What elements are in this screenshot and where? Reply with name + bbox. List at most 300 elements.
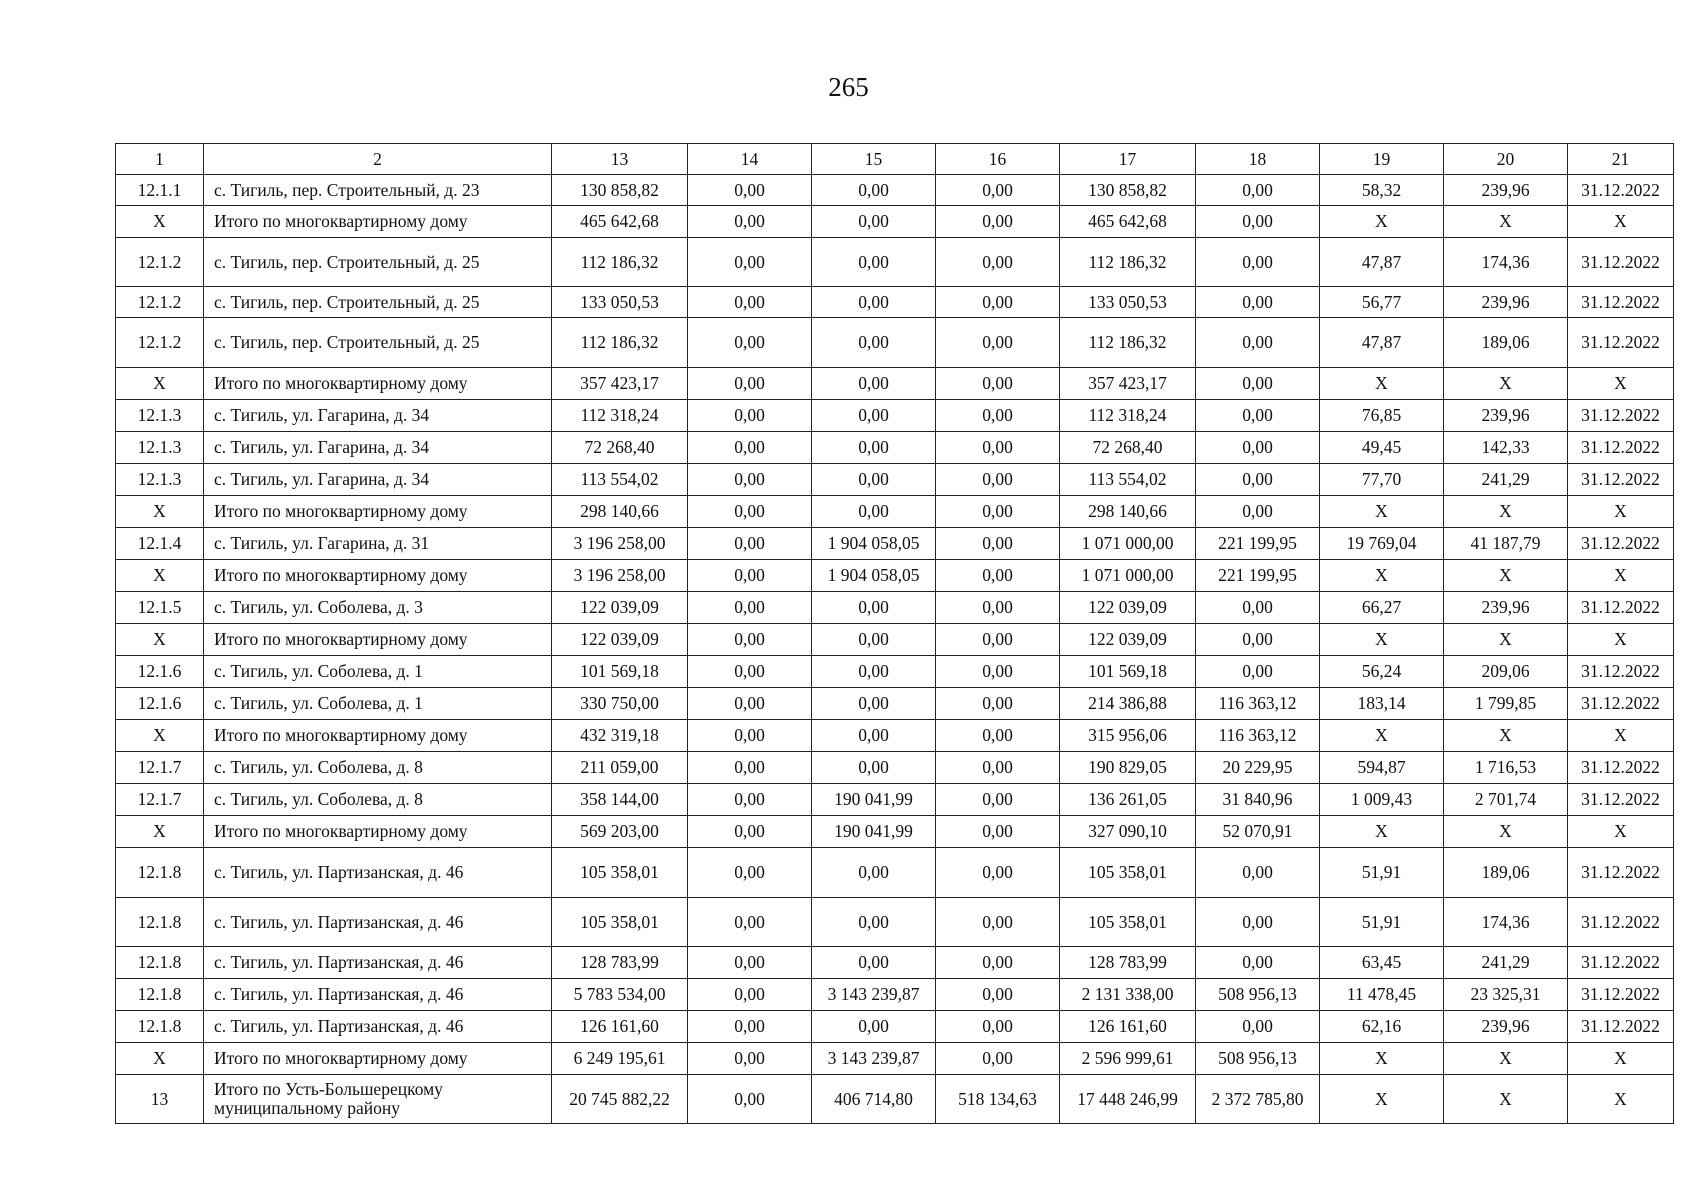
cell-total-cost: 465 642,68 — [552, 206, 688, 238]
cell-completion-date: 31.12.2022 — [1568, 318, 1674, 368]
cell-limit-cost-per-m2: Х — [1444, 624, 1568, 656]
cell-fund-source-1: 0,00 — [688, 287, 812, 318]
cell-fund-source-3: 518 134,63 — [936, 1075, 1060, 1124]
cell-fund-source-5: 221 199,95 — [1196, 528, 1320, 560]
cell-fund-source-5: 221 199,95 — [1196, 560, 1320, 592]
cell-fund-source-1: 0,00 — [688, 318, 812, 368]
cell-fund-source-1: 0,00 — [688, 1011, 812, 1043]
cell-address: с. Тигиль, ул. Соболева, д. 1 — [204, 656, 552, 688]
cell-row-number: Х — [116, 720, 204, 752]
cell-row-number: Х — [116, 1043, 204, 1075]
cell-total-cost: 105 358,01 — [552, 848, 688, 898]
cell-fund-source-5: 0,00 — [1196, 848, 1320, 898]
cell-fund-source-3: 0,00 — [936, 400, 1060, 432]
table-row — [116, 624, 1674, 656]
table-row — [116, 784, 1674, 816]
cell-fund-source-4: 17 448 246,99 — [1060, 1075, 1196, 1124]
cell-fund-source-4: 133 050,53 — [1060, 287, 1196, 318]
header-row — [116, 144, 1674, 175]
cell-fund-source-4: 72 268,40 — [1060, 432, 1196, 464]
cell-limit-cost-per-m2: Х — [1444, 560, 1568, 592]
cell-completion-date: 31.12.2022 — [1568, 432, 1674, 464]
cell-total-cost: 569 203,00 — [552, 816, 688, 848]
table-row — [116, 1043, 1674, 1075]
cell-fund-source-5: 0,00 — [1196, 592, 1320, 624]
cell-fund-source-2: 1 904 058,05 — [812, 528, 936, 560]
table-row — [116, 752, 1674, 784]
cell-completion-date: 31.12.2022 — [1568, 688, 1674, 720]
cell-address: с. Тигиль, ул. Партизанская, д. 46 — [204, 848, 552, 898]
header-cell: 2 — [204, 144, 552, 175]
cell-row-number: 12.1.6 — [116, 688, 204, 720]
cell-total-cost: 6 249 195,61 — [552, 1043, 688, 1075]
cell-address: с. Тигиль, пер. Строительный, д. 25 — [204, 287, 552, 318]
cell-unit-cost-per-m2: 77,70 — [1320, 464, 1444, 496]
cell-fund-source-2: 0,00 — [812, 496, 936, 528]
cell-row-number: 12.1.1 — [116, 175, 204, 206]
table-row — [116, 206, 1674, 238]
cell-total-cost: 298 140,66 — [552, 496, 688, 528]
cell-total-cost: 101 569,18 — [552, 656, 688, 688]
cell-fund-source-5: 508 956,13 — [1196, 1043, 1320, 1075]
cell-fund-source-1: 0,00 — [688, 175, 812, 206]
cell-limit-cost-per-m2: 1 799,85 — [1444, 688, 1568, 720]
cell-fund-source-2: 0,00 — [812, 624, 936, 656]
cell-limit-cost-per-m2: 239,96 — [1444, 287, 1568, 318]
cell-fund-source-3: 0,00 — [936, 464, 1060, 496]
cell-fund-source-3: 0,00 — [936, 784, 1060, 816]
cell-completion-date: 31.12.2022 — [1568, 848, 1674, 898]
table-row — [116, 496, 1674, 528]
cell-unit-cost-per-m2: Х — [1320, 206, 1444, 238]
cell-unit-cost-per-m2: 49,45 — [1320, 432, 1444, 464]
cell-fund-source-3: 0,00 — [936, 368, 1060, 400]
cell-row-number: 12.1.8 — [116, 979, 204, 1011]
cell-fund-source-2: 3 143 239,87 — [812, 979, 936, 1011]
cell-limit-cost-per-m2: 23 325,31 — [1444, 979, 1568, 1011]
cell-row-number: 12.1.7 — [116, 752, 204, 784]
cell-fund-source-2: 0,00 — [812, 688, 936, 720]
cell-address: с. Тигиль, пер. Строительный, д. 23 — [204, 175, 552, 206]
cell-completion-date: 31.12.2022 — [1568, 979, 1674, 1011]
cell-fund-source-1: 0,00 — [688, 592, 812, 624]
cell-fund-source-4: 1 071 000,00 — [1060, 528, 1196, 560]
cell-total-cost: 126 161,60 — [552, 1011, 688, 1043]
cell-fund-source-2: 0,00 — [812, 432, 936, 464]
cell-fund-source-3: 0,00 — [936, 287, 1060, 318]
cell-total-cost: 112 318,24 — [552, 400, 688, 432]
cell-row-number: 12.1.2 — [116, 238, 204, 287]
cell-fund-source-5: 52 070,91 — [1196, 816, 1320, 848]
cell-fund-source-3: 0,00 — [936, 496, 1060, 528]
header-cell: 21 — [1568, 144, 1674, 175]
cell-fund-source-4: 136 261,05 — [1060, 784, 1196, 816]
cell-fund-source-4: 214 386,88 — [1060, 688, 1196, 720]
cell-fund-source-1: 0,00 — [688, 898, 812, 947]
cell-fund-source-2: 1 904 058,05 — [812, 560, 936, 592]
header-cell: 19 — [1320, 144, 1444, 175]
table-row — [116, 656, 1674, 688]
cell-limit-cost-per-m2: 239,96 — [1444, 1011, 1568, 1043]
table-row — [116, 560, 1674, 592]
cell-row-number: Х — [116, 560, 204, 592]
header-cell: 20 — [1444, 144, 1568, 175]
header-cell: 17 — [1060, 144, 1196, 175]
cell-completion-date: Х — [1568, 1075, 1674, 1124]
cell-unit-cost-per-m2: 594,87 — [1320, 752, 1444, 784]
cell-unit-cost-per-m2: 47,87 — [1320, 318, 1444, 368]
cell-limit-cost-per-m2: 41 187,79 — [1444, 528, 1568, 560]
cell-row-number: Х — [116, 206, 204, 238]
cell-fund-source-5: 0,00 — [1196, 1011, 1320, 1043]
cell-completion-date: 31.12.2022 — [1568, 528, 1674, 560]
cell-fund-source-4: 1 071 000,00 — [1060, 560, 1196, 592]
cell-fund-source-5: 0,00 — [1196, 175, 1320, 206]
cell-fund-source-4: 105 358,01 — [1060, 848, 1196, 898]
cell-fund-source-2: 0,00 — [812, 287, 936, 318]
cell-fund-source-2: 190 041,99 — [812, 784, 936, 816]
cell-row-number: Х — [116, 368, 204, 400]
cell-address: с. Тигиль, ул. Гагарина, д. 31 — [204, 528, 552, 560]
cell-fund-source-4: 113 554,02 — [1060, 464, 1196, 496]
cell-completion-date: Х — [1568, 1043, 1674, 1075]
cell-fund-source-5: 0,00 — [1196, 656, 1320, 688]
cell-unit-cost-per-m2: 56,77 — [1320, 287, 1444, 318]
cell-row-number: 12.1.4 — [116, 528, 204, 560]
cell-address: Итого по Усть-Большерецкому муниципальному району — [204, 1075, 552, 1124]
cell-total-cost: 330 750,00 — [552, 688, 688, 720]
cell-unit-cost-per-m2: 19 769,04 — [1320, 528, 1444, 560]
cell-unit-cost-per-m2: 1 009,43 — [1320, 784, 1444, 816]
cell-fund-source-5: 0,00 — [1196, 947, 1320, 979]
cell-fund-source-1: 0,00 — [688, 816, 812, 848]
cell-fund-source-3: 0,00 — [936, 656, 1060, 688]
cell-limit-cost-per-m2: Х — [1444, 368, 1568, 400]
table-row — [116, 816, 1674, 848]
cell-fund-source-5: 0,00 — [1196, 318, 1320, 368]
cell-fund-source-5: 0,00 — [1196, 287, 1320, 318]
cell-address: с. Тигиль, ул. Гагарина, д. 34 — [204, 400, 552, 432]
cell-completion-date: 31.12.2022 — [1568, 752, 1674, 784]
cell-address: Итого по многоквартирному дому — [204, 560, 552, 592]
cell-unit-cost-per-m2: 51,91 — [1320, 848, 1444, 898]
cell-unit-cost-per-m2: Х — [1320, 368, 1444, 400]
cell-unit-cost-per-m2: Х — [1320, 720, 1444, 752]
cell-fund-source-1: 0,00 — [688, 560, 812, 592]
table-row — [116, 238, 1674, 287]
cell-completion-date: 31.12.2022 — [1568, 238, 1674, 287]
cell-fund-source-1: 0,00 — [688, 432, 812, 464]
cell-fund-source-5: 0,00 — [1196, 464, 1320, 496]
cell-unit-cost-per-m2: 66,27 — [1320, 592, 1444, 624]
cell-fund-source-2: 0,00 — [812, 898, 936, 947]
page-number: 265 — [828, 72, 869, 102]
cell-unit-cost-per-m2: 11 478,45 — [1320, 979, 1444, 1011]
cell-limit-cost-per-m2: 241,29 — [1444, 947, 1568, 979]
cell-fund-source-3: 0,00 — [936, 206, 1060, 238]
table-row — [116, 1075, 1674, 1124]
cell-fund-source-3: 0,00 — [936, 979, 1060, 1011]
cell-fund-source-1: 0,00 — [688, 368, 812, 400]
header-cell: 16 — [936, 144, 1060, 175]
cell-completion-date: 31.12.2022 — [1568, 464, 1674, 496]
cell-address: с. Тигиль, ул. Соболева, д. 3 — [204, 592, 552, 624]
cell-fund-source-3: 0,00 — [936, 688, 1060, 720]
cell-fund-source-4: 465 642,68 — [1060, 206, 1196, 238]
cell-fund-source-5: 20 229,95 — [1196, 752, 1320, 784]
cell-fund-source-2: 0,00 — [812, 400, 936, 432]
cell-row-number: 12.1.8 — [116, 1011, 204, 1043]
cell-fund-source-3: 0,00 — [936, 528, 1060, 560]
cell-unit-cost-per-m2: Х — [1320, 560, 1444, 592]
cell-fund-source-5: 0,00 — [1196, 624, 1320, 656]
cell-fund-source-3: 0,00 — [936, 1043, 1060, 1075]
cell-fund-source-1: 0,00 — [688, 464, 812, 496]
cell-total-cost: 358 144,00 — [552, 784, 688, 816]
cell-fund-source-5: 0,00 — [1196, 368, 1320, 400]
cell-limit-cost-per-m2: 239,96 — [1444, 175, 1568, 206]
table-row — [116, 318, 1674, 368]
cell-row-number: 12.1.2 — [116, 318, 204, 368]
cell-limit-cost-per-m2: 1 716,53 — [1444, 752, 1568, 784]
cell-limit-cost-per-m2: 239,96 — [1444, 592, 1568, 624]
cell-unit-cost-per-m2: Х — [1320, 624, 1444, 656]
cell-limit-cost-per-m2: 241,29 — [1444, 464, 1568, 496]
cell-fund-source-4: 2 596 999,61 — [1060, 1043, 1196, 1075]
header-cell: 1 — [116, 144, 204, 175]
cell-fund-source-1: 0,00 — [688, 720, 812, 752]
cell-limit-cost-per-m2: Х — [1444, 206, 1568, 238]
table-row — [116, 979, 1674, 1011]
cell-row-number: Х — [116, 624, 204, 656]
cell-total-cost: 133 050,53 — [552, 287, 688, 318]
cell-total-cost: 112 186,32 — [552, 238, 688, 287]
cell-fund-source-1: 0,00 — [688, 656, 812, 688]
table-row — [116, 368, 1674, 400]
cell-address: Итого по многоквартирному дому — [204, 206, 552, 238]
cell-address: Итого по многоквартирному дому — [204, 496, 552, 528]
cell-fund-source-1: 0,00 — [688, 848, 812, 898]
cell-row-number: 12.1.3 — [116, 464, 204, 496]
cell-completion-date: 31.12.2022 — [1568, 1011, 1674, 1043]
cell-fund-source-2: 0,00 — [812, 848, 936, 898]
cell-fund-source-4: 190 829,05 — [1060, 752, 1196, 784]
cell-completion-date: 31.12.2022 — [1568, 898, 1674, 947]
header-cell: 15 — [812, 144, 936, 175]
cell-fund-source-4: 105 358,01 — [1060, 898, 1196, 947]
cell-address: с. Тигиль, пер. Строительный, д. 25 — [204, 238, 552, 287]
cell-unit-cost-per-m2: 47,87 — [1320, 238, 1444, 287]
cell-limit-cost-per-m2: 174,36 — [1444, 898, 1568, 947]
cell-fund-source-5: 2 372 785,80 — [1196, 1075, 1320, 1124]
cell-fund-source-1: 0,00 — [688, 752, 812, 784]
registry-table — [115, 143, 1674, 1124]
cell-unit-cost-per-m2: 51,91 — [1320, 898, 1444, 947]
cell-fund-source-2: 190 041,99 — [812, 816, 936, 848]
cell-fund-source-1: 0,00 — [688, 784, 812, 816]
cell-fund-source-3: 0,00 — [936, 720, 1060, 752]
cell-total-cost: 113 554,02 — [552, 464, 688, 496]
cell-fund-source-3: 0,00 — [936, 560, 1060, 592]
cell-fund-source-1: 0,00 — [688, 1043, 812, 1075]
cell-fund-source-2: 0,00 — [812, 206, 936, 238]
cell-fund-source-2: 0,00 — [812, 318, 936, 368]
table-row — [116, 947, 1674, 979]
cell-fund-source-3: 0,00 — [936, 432, 1060, 464]
cell-fund-source-1: 0,00 — [688, 947, 812, 979]
cell-fund-source-3: 0,00 — [936, 318, 1060, 368]
cell-fund-source-5: 0,00 — [1196, 206, 1320, 238]
cell-completion-date: Х — [1568, 560, 1674, 592]
table-body — [116, 175, 1674, 1124]
cell-fund-source-5: 0,00 — [1196, 400, 1320, 432]
cell-fund-source-5: 0,00 — [1196, 432, 1320, 464]
cell-fund-source-5: 0,00 — [1196, 898, 1320, 947]
table-row — [116, 720, 1674, 752]
cell-fund-source-2: 0,00 — [812, 720, 936, 752]
cell-total-cost: 432 319,18 — [552, 720, 688, 752]
cell-total-cost: 122 039,09 — [552, 624, 688, 656]
table-row — [116, 464, 1674, 496]
cell-fund-source-3: 0,00 — [936, 175, 1060, 206]
cell-completion-date: 31.12.2022 — [1568, 947, 1674, 979]
cell-total-cost: 5 783 534,00 — [552, 979, 688, 1011]
cell-total-cost: 130 858,82 — [552, 175, 688, 206]
cell-unit-cost-per-m2: Х — [1320, 816, 1444, 848]
cell-fund-source-1: 0,00 — [688, 624, 812, 656]
cell-address: Итого по многоквартирному дому — [204, 816, 552, 848]
cell-fund-source-2: 0,00 — [812, 238, 936, 287]
cell-row-number: 12.1.6 — [116, 656, 204, 688]
cell-address: с. Тигиль, ул. Соболева, д. 8 — [204, 752, 552, 784]
cell-fund-source-3: 0,00 — [936, 624, 1060, 656]
cell-completion-date: 31.12.2022 — [1568, 592, 1674, 624]
cell-row-number: 12.1.3 — [116, 400, 204, 432]
cell-fund-source-5: 0,00 — [1196, 496, 1320, 528]
cell-fund-source-1: 0,00 — [688, 238, 812, 287]
cell-fund-source-2: 406 714,80 — [812, 1075, 936, 1124]
table-row — [116, 592, 1674, 624]
cell-fund-source-2: 0,00 — [812, 656, 936, 688]
cell-total-cost: 122 039,09 — [552, 592, 688, 624]
cell-fund-source-4: 112 186,32 — [1060, 238, 1196, 287]
cell-fund-source-2: 0,00 — [812, 752, 936, 784]
cell-total-cost: 3 196 258,00 — [552, 528, 688, 560]
table-row — [116, 1011, 1674, 1043]
cell-fund-source-3: 0,00 — [936, 592, 1060, 624]
cell-unit-cost-per-m2: Х — [1320, 1075, 1444, 1124]
cell-fund-source-1: 0,00 — [688, 206, 812, 238]
table-row — [116, 528, 1674, 560]
cell-fund-source-2: 0,00 — [812, 947, 936, 979]
cell-limit-cost-per-m2: 2 701,74 — [1444, 784, 1568, 816]
cell-fund-source-3: 0,00 — [936, 752, 1060, 784]
cell-row-number: 12.1.2 — [116, 287, 204, 318]
cell-address: с. Тигиль, пер. Строительный, д. 25 — [204, 318, 552, 368]
cell-fund-source-4: 126 161,60 — [1060, 1011, 1196, 1043]
cell-fund-source-3: 0,00 — [936, 848, 1060, 898]
cell-fund-source-4: 112 318,24 — [1060, 400, 1196, 432]
header-cell: 18 — [1196, 144, 1320, 175]
cell-address: с. Тигиль, ул. Соболева, д. 8 — [204, 784, 552, 816]
cell-row-number: 12.1.3 — [116, 432, 204, 464]
cell-unit-cost-per-m2: 58,32 — [1320, 175, 1444, 206]
cell-completion-date: Х — [1568, 624, 1674, 656]
cell-limit-cost-per-m2: 239,96 — [1444, 400, 1568, 432]
table-row — [116, 688, 1674, 720]
cell-row-number: 12.1.8 — [116, 947, 204, 979]
cell-row-number: 12.1.8 — [116, 848, 204, 898]
header-cell: 13 — [552, 144, 688, 175]
cell-total-cost: 357 423,17 — [552, 368, 688, 400]
cell-total-cost: 20 745 882,22 — [552, 1075, 688, 1124]
cell-address: с. Тигиль, ул. Партизанская, д. 46 — [204, 947, 552, 979]
cell-fund-source-4: 122 039,09 — [1060, 592, 1196, 624]
cell-address: Итого по многоквартирному дому — [204, 720, 552, 752]
cell-fund-source-4: 130 858,82 — [1060, 175, 1196, 206]
cell-limit-cost-per-m2: 209,06 — [1444, 656, 1568, 688]
cell-address: с. Тигиль, ул. Партизанская, д. 46 — [204, 1011, 552, 1043]
cell-completion-date: 31.12.2022 — [1568, 175, 1674, 206]
cell-row-number: 13 — [116, 1075, 204, 1124]
cell-fund-source-4: 298 140,66 — [1060, 496, 1196, 528]
table-row — [116, 287, 1674, 318]
cell-completion-date: Х — [1568, 368, 1674, 400]
cell-fund-source-3: 0,00 — [936, 898, 1060, 947]
cell-limit-cost-per-m2: Х — [1444, 720, 1568, 752]
cell-fund-source-2: 0,00 — [812, 175, 936, 206]
cell-address: Итого по многоквартирному дому — [204, 368, 552, 400]
cell-address: Итого по многоквартирному дому — [204, 1043, 552, 1075]
cell-limit-cost-per-m2: 189,06 — [1444, 318, 1568, 368]
cell-fund-source-3: 0,00 — [936, 238, 1060, 287]
cell-unit-cost-per-m2: Х — [1320, 1043, 1444, 1075]
cell-completion-date: 31.12.2022 — [1568, 287, 1674, 318]
cell-fund-source-4: 2 131 338,00 — [1060, 979, 1196, 1011]
cell-fund-source-1: 0,00 — [688, 528, 812, 560]
cell-fund-source-5: 116 363,12 — [1196, 688, 1320, 720]
cell-address: с. Тигиль, ул. Соболева, д. 1 — [204, 688, 552, 720]
cell-address: Итого по многоквартирному дому — [204, 624, 552, 656]
cell-fund-source-5: 508 956,13 — [1196, 979, 1320, 1011]
cell-row-number: 12.1.8 — [116, 898, 204, 947]
cell-total-cost: 105 358,01 — [552, 898, 688, 947]
cell-fund-source-1: 0,00 — [688, 979, 812, 1011]
cell-total-cost: 112 186,32 — [552, 318, 688, 368]
cell-fund-source-4: 101 569,18 — [1060, 656, 1196, 688]
cell-fund-source-5: 31 840,96 — [1196, 784, 1320, 816]
cell-limit-cost-per-m2: Х — [1444, 816, 1568, 848]
cell-unit-cost-per-m2: 76,85 — [1320, 400, 1444, 432]
table-row — [116, 175, 1674, 206]
cell-total-cost: 3 196 258,00 — [552, 560, 688, 592]
cell-fund-source-2: 0,00 — [812, 368, 936, 400]
cell-address: с. Тигиль, ул. Гагарина, д. 34 — [204, 432, 552, 464]
cell-fund-source-2: 0,00 — [812, 592, 936, 624]
cell-fund-source-3: 0,00 — [936, 947, 1060, 979]
cell-fund-source-2: 0,00 — [812, 464, 936, 496]
cell-completion-date: Х — [1568, 720, 1674, 752]
cell-limit-cost-per-m2: Х — [1444, 1075, 1568, 1124]
cell-completion-date: 31.12.2022 — [1568, 784, 1674, 816]
cell-limit-cost-per-m2: 174,36 — [1444, 238, 1568, 287]
cell-fund-source-3: 0,00 — [936, 1011, 1060, 1043]
cell-fund-source-4: 327 090,10 — [1060, 816, 1196, 848]
cell-row-number: Х — [116, 496, 204, 528]
cell-row-number: 12.1.7 — [116, 784, 204, 816]
cell-unit-cost-per-m2: 183,14 — [1320, 688, 1444, 720]
cell-fund-source-4: 112 186,32 — [1060, 318, 1196, 368]
